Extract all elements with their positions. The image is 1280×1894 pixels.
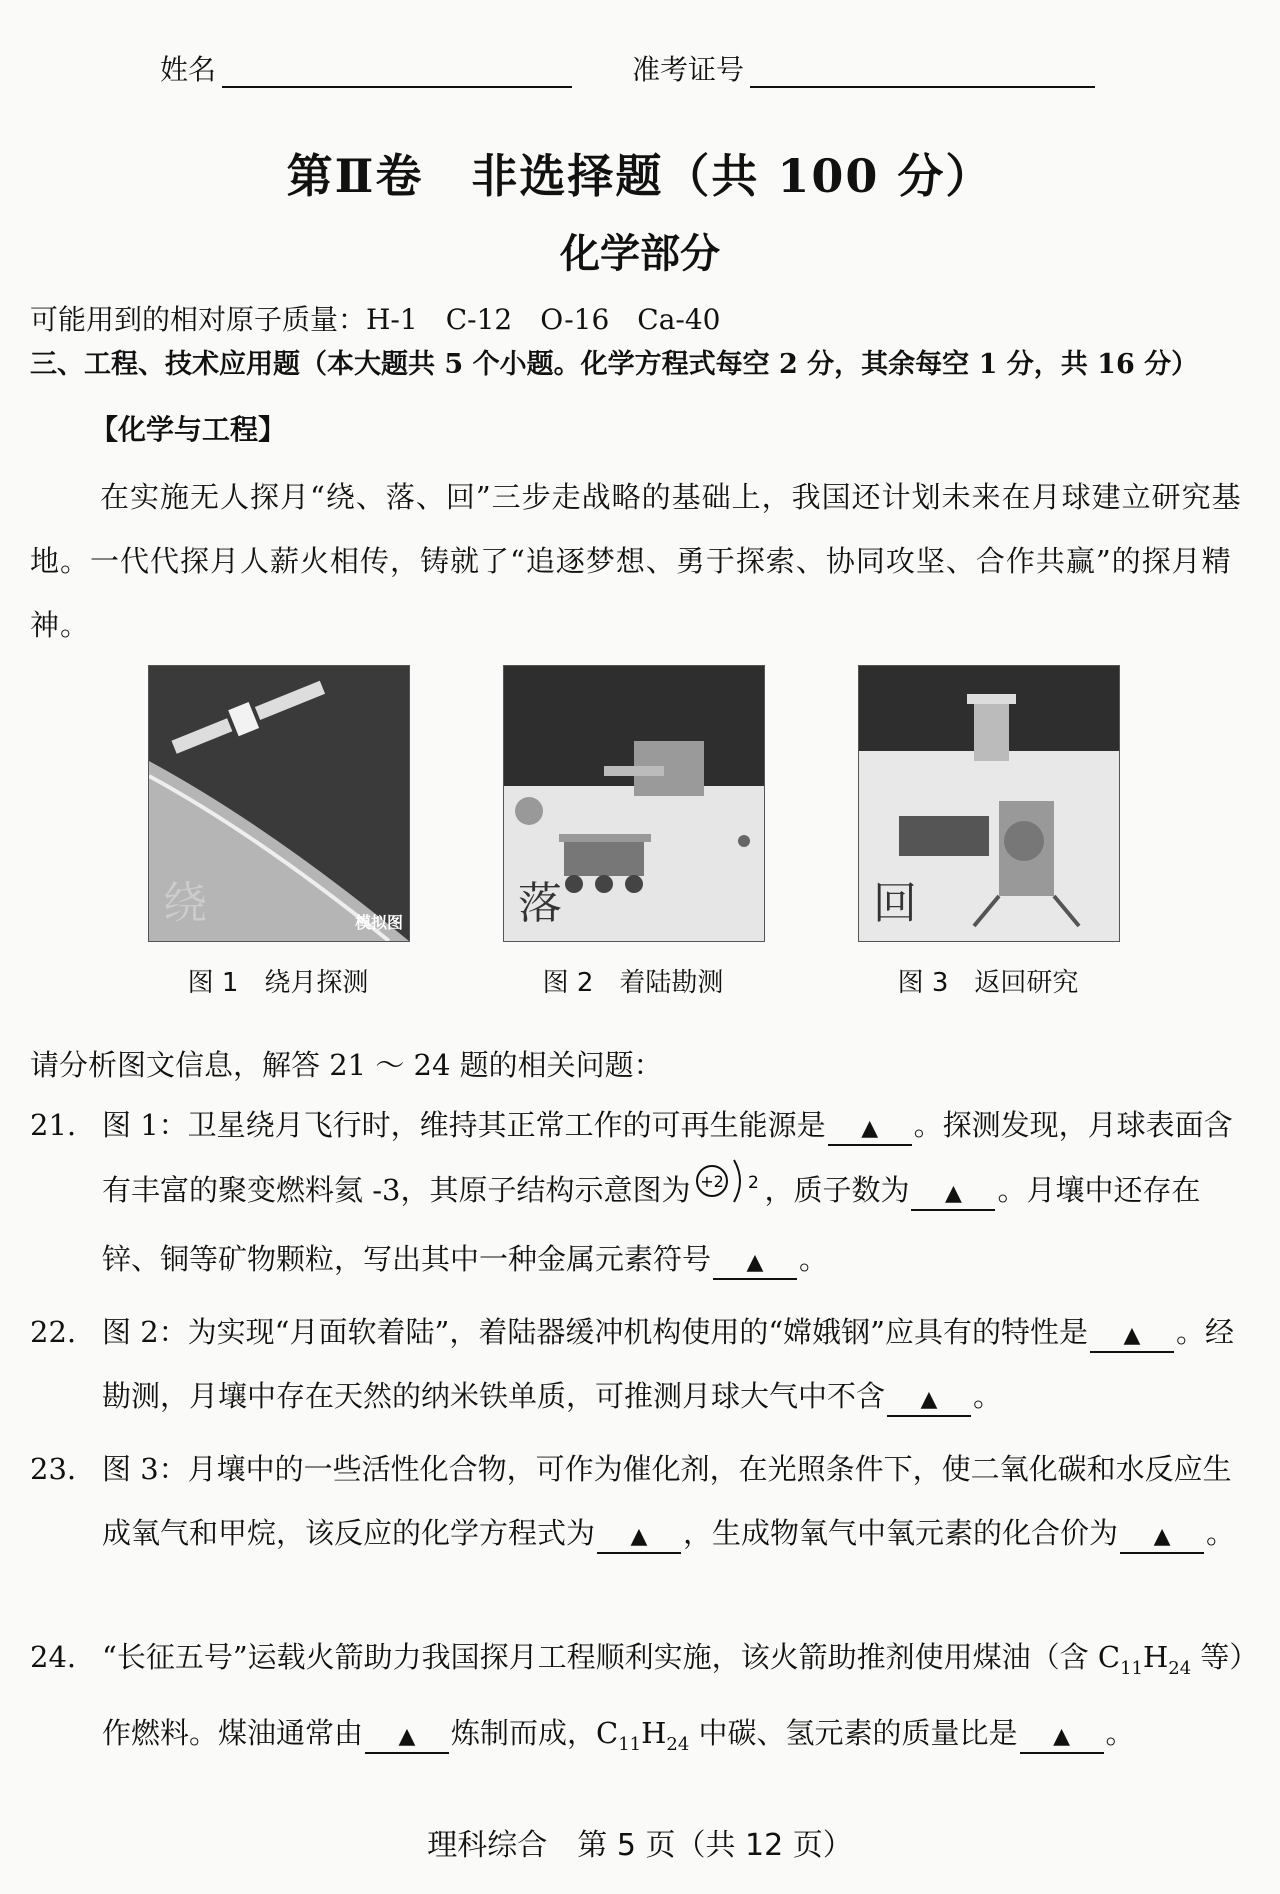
figure-3 [858,665,1118,999]
figure-1 [148,665,408,999]
question-22 [30,1300,1250,1428]
question-24-text-6: 中碳、氢元素的质量比是 [689,1715,1018,1750]
name-blank-line[interactable] [222,60,572,88]
blank-marker: ▲ [861,1116,879,1141]
question-24-number: 24. [30,1640,77,1674]
blank-marker: ▲ [945,1181,962,1206]
figure-1-tag: 模拟图 [354,913,403,932]
answer-blank-24-2[interactable] [1020,1718,1104,1754]
answer-blank-22-2[interactable] [887,1381,971,1417]
figure-2 [503,665,763,999]
question-24-body [102,1625,1250,1777]
figure-2-caption: 图 2 着陆勘测 [542,968,724,998]
question-22-body [102,1300,1250,1428]
answer-blank-22-1[interactable] [1090,1317,1174,1353]
question-24-text-5: H [641,1715,667,1750]
blank-marker: ▲ [1053,1723,1070,1749]
question-21-text-2: 。探测发现，月球表面含有丰富的聚变燃料氦 -3，其原子结构示意图为 [102,1108,1233,1207]
ticket-label: 准考证号 [632,53,745,86]
blank-marker: ▲ [1123,1323,1141,1348]
question-21-text-1: 图 1：卫星绕月飞行时，维持其正常工作的可再生能源是 [102,1108,826,1142]
answer-blank-21-2[interactable] [911,1175,995,1211]
instruction: 请分析图文信息，解答 21 ～ 24 题的相关问题： [30,1048,663,1082]
page-footer: 理科综合 第 5 页（共 12 页） [427,1828,853,1863]
name-label: 姓名 [160,53,217,86]
ticket-blank-line[interactable] [750,60,1095,88]
question-24-text-3: 等）作燃料。煤油通常由 [102,1640,1244,1750]
question-22-text-3: 。 [973,1379,1003,1413]
formula-subscript: 24 [1168,1657,1192,1679]
formula-subscript: 11 [1120,1657,1143,1679]
header-fields [160,48,1130,88]
question-24-text-2: H [1142,1640,1169,1674]
atom-structure-icon [694,1157,760,1205]
figure-3-word: 回 [873,878,917,929]
question-21-body [102,1093,1250,1291]
figure-2-word: 落 [518,878,562,929]
figure-row [0,665,1280,1005]
blank-marker: ▲ [630,1524,648,1549]
blank-marker: ▲ [920,1387,938,1412]
question-21-text-4: 。月壤中还存在锌、铜等矿物颗粒，写出其中一种金属元素符号 [102,1173,1201,1276]
formula-subscript: 24 [666,1733,690,1755]
figure-3-caption: 图 3 返回研究 [897,968,1079,998]
question-21-text-3: ，质子数为 [764,1173,910,1207]
question-22-text-2: 。经勘测，月壤中存在天然的纳米铁单质，可推测月球大气中不含 [102,1315,1234,1413]
answer-blank-24-1[interactable] [365,1718,449,1754]
figure-3-image [858,665,1120,942]
question-24 [30,1625,1250,1777]
page-title: 第Ⅱ卷 非选择题（共 100 分） [286,149,994,203]
answer-blank-23-2[interactable] [1120,1518,1204,1554]
question-21-text-5: 。 [799,1242,829,1276]
answer-blank-23-1[interactable] [597,1518,681,1554]
topic-heading: 【化学与工程】 [90,413,287,446]
question-23-text-2: ，生成物氧气中氧元素的化合价为 [683,1516,1119,1550]
question-21-number: 21. [30,1108,77,1142]
figure-2-image [503,665,765,942]
question-24-text-7: 。 [1105,1715,1135,1750]
formula-subscript: 11 [618,1733,642,1755]
section-heading: 三、工程、技术应用题（本大题共 5 个小题。化学方程式每空 2 分，其余每空 1 分，共 16 分） [30,349,1199,380]
question-22-number: 22. [30,1315,77,1349]
answer-blank-21-3[interactable] [713,1244,797,1280]
intro-paragraph: 在实施无人探月“绕、落、回”三步走战略的基础上，我国还计划未来在月球建立研究基地。一代代探月人薪火相传，铸就了“追逐梦想、勇于探索、协同攻坚、合作共赢”的探月精神。 [30,480,1242,642]
helium-atom-diagram [694,1157,760,1227]
figure-1-image [148,665,410,942]
question-22-text-1: 图 2：为实现“月面软着陆”，着陆器缓冲机构使用的“嫦娥钢”应具有的特性是 [102,1315,1088,1349]
atom-electron-count: 2 [748,1173,760,1193]
ticket-field [632,48,1095,88]
question-23 [30,1437,1250,1565]
question-23-text-1: 图 3：月壤中的一些活性化合物，可作为催化剂，在光照条件下，使二氧化碳和水反应生成氧气和甲烷，该反应的化学方程式为 [102,1452,1232,1550]
question-23-body [102,1437,1250,1565]
figure-1-caption: 图 1 绕月探测 [187,968,369,998]
question-23-text-3: 。 [1206,1516,1236,1550]
answer-blank-21-1[interactable] [828,1110,912,1146]
section-subtitle: 化学部分 [560,230,720,277]
blank-marker: ▲ [1153,1524,1171,1549]
question-23-number: 23. [30,1452,77,1486]
blank-marker: ▲ [746,1250,764,1275]
blank-marker: ▲ [398,1723,416,1749]
question-21 [30,1093,1250,1291]
figure-1-word: 绕 [163,878,207,929]
name-field [160,48,572,88]
question-24-text-4: 炼制而成，C [451,1715,619,1750]
question-24-text-1: “长征五号”运载火箭助力我国探月工程顺利实施，该火箭助推剂使用煤油（含 C [102,1640,1121,1674]
atom-nucleus-charge: +2 [700,1172,725,1191]
atomic-masses: 可能用到的相对原子质量：H-1 C-12 O-16 Ca-40 [30,303,721,336]
